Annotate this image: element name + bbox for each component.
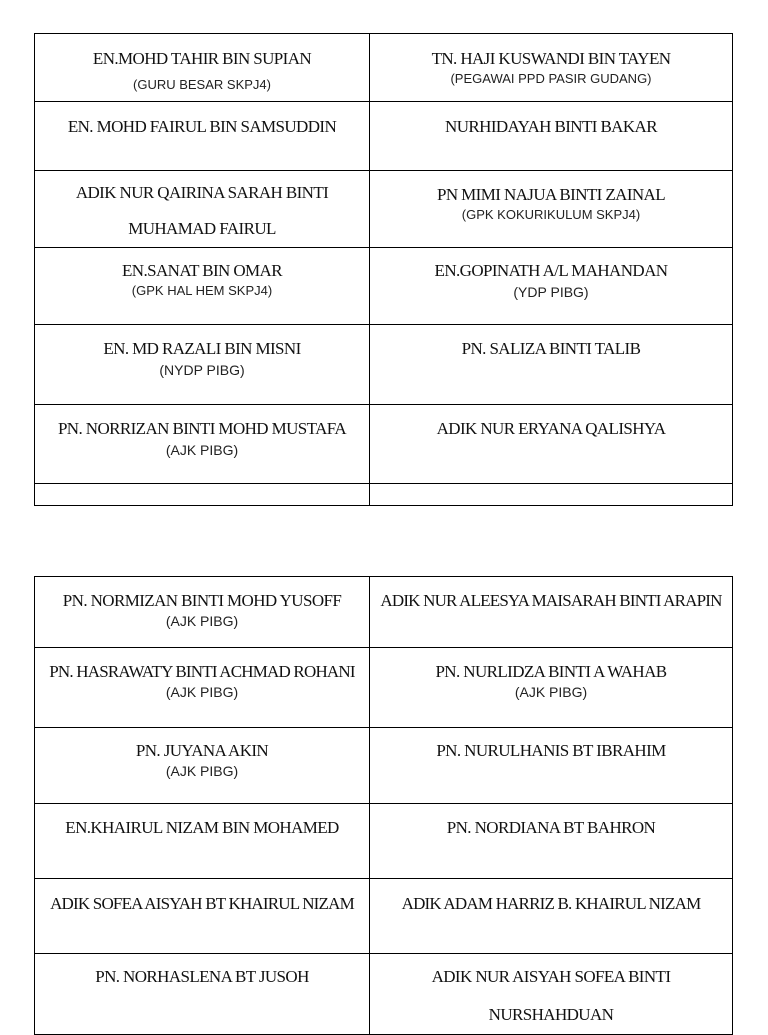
name-card (370, 325, 733, 405)
name-card (35, 325, 370, 405)
card-name: EN. MD RAZALI BIN MISNI (103, 339, 301, 358)
card-name: PN MIMI NAJUA BINTI ZAINAL (436, 185, 666, 204)
card-role: (AJK PIBG) (165, 442, 239, 458)
name-card (370, 728, 733, 804)
card-role: (GPK HAL HEM SKPJ4) (131, 283, 273, 298)
card-name: PN. NORMIZAN BINTI MOHD YUSOFF (62, 591, 342, 610)
table-row (35, 648, 733, 728)
name-card (35, 954, 370, 1035)
card-name: NURHIDAYAH BINTI BAKAR (445, 117, 657, 136)
table-row (35, 102, 733, 171)
name-card (370, 34, 733, 102)
card-name: PN. NORHASLENA BT JUSOH (95, 967, 309, 986)
name-card (370, 248, 733, 325)
table-row (35, 484, 733, 506)
name-card (35, 102, 370, 171)
card-name: PN. SALIZA BINTI TALIB (461, 339, 641, 358)
card-role: (GPK KOKURIKULUM SKPJ4) (461, 207, 641, 222)
name-card-table-1 (34, 33, 733, 506)
card-role: (AJK PIBG) (165, 763, 239, 779)
name-card (35, 248, 370, 325)
table-row (35, 728, 733, 804)
table-row (35, 248, 733, 325)
card-name: PN. JUYANA AKIN (135, 741, 269, 760)
card-name: ADIK NUR AISYAH SOFEA BINTI NURSHAHDUAN (431, 967, 671, 1024)
table-row (35, 171, 733, 248)
card-name: PN. NORDIANA BT BAHRON (446, 818, 656, 837)
name-card (370, 648, 733, 728)
empty-card (370, 484, 733, 506)
name-card (35, 648, 370, 728)
card-name: TN. HAJI KUSWANDI BIN TAYEN (431, 49, 671, 68)
name-card (35, 171, 370, 248)
table-row (35, 325, 733, 405)
table-row (35, 954, 733, 1035)
name-card (370, 804, 733, 879)
name-card (35, 879, 370, 954)
card-name: PN. HASRAWATY BINTI ACHMAD ROHANI (49, 662, 355, 681)
table-row (35, 405, 733, 484)
card-role: (AJK PIBG) (165, 684, 239, 700)
name-card (35, 34, 370, 102)
card-name: ADIK NUR QAIRINA SARAH BINTI MUHAMAD FAIRUL (75, 183, 329, 238)
card-role: (NYDP PIBG) (159, 362, 245, 378)
name-card-table-2 (34, 576, 733, 1035)
card-name: PN. NORRIZAN BINTI MOHD MUSTAFA (57, 419, 347, 438)
card-role: (AJK PIBG) (514, 684, 588, 700)
name-card (370, 879, 733, 954)
name-card (35, 577, 370, 648)
card-name: EN.GOPINATH A/L MAHANDAN (434, 261, 668, 280)
card-name: ADIK SOFEA AISYAH BT KHAIRUL NIZAM (50, 894, 354, 913)
name-card (370, 171, 733, 248)
name-card (370, 405, 733, 484)
card-name: EN.KHAIRUL NIZAM BIN MOHAMED (65, 818, 339, 837)
card-name: ADIK NUR ERYANA QALISHYA (436, 419, 666, 438)
card-role: (YDP PIBG) (513, 284, 589, 300)
card-name: EN. MOHD FAIRUL BIN SAMSUDDIN (67, 117, 337, 136)
name-card (35, 405, 370, 484)
empty-card (35, 484, 370, 506)
table-row (35, 879, 733, 954)
name-card (370, 102, 733, 171)
card-name: PN. NURLIDZA BINTI A WAHAB (435, 662, 667, 681)
card-name: EN.SANAT BIN OMAR (122, 261, 282, 280)
card-name: PN. NURULHANIS BT IBRAHIM (436, 741, 666, 760)
table-row (35, 34, 733, 102)
card-name: ADIK ADAM HARRIZ B. KHAIRUL NIZAM (401, 894, 701, 913)
card-role: (GURU BESAR SKPJ4) (133, 77, 271, 92)
name-card (370, 954, 733, 1035)
card-name: EN.MOHD TAHIR BIN SUPIAN (92, 49, 312, 68)
card-role: (AJK PIBG) (165, 613, 239, 629)
name-card (35, 728, 370, 804)
name-card (35, 804, 370, 879)
card-role: (PEGAWAI PPD PASIR GUDANG) (450, 71, 652, 86)
name-card (370, 577, 733, 648)
card-name: ADIK NUR ALEESYA MAISARAH BINTI ARAPIN (380, 591, 722, 610)
table-row (35, 804, 733, 879)
table-row (35, 577, 733, 648)
